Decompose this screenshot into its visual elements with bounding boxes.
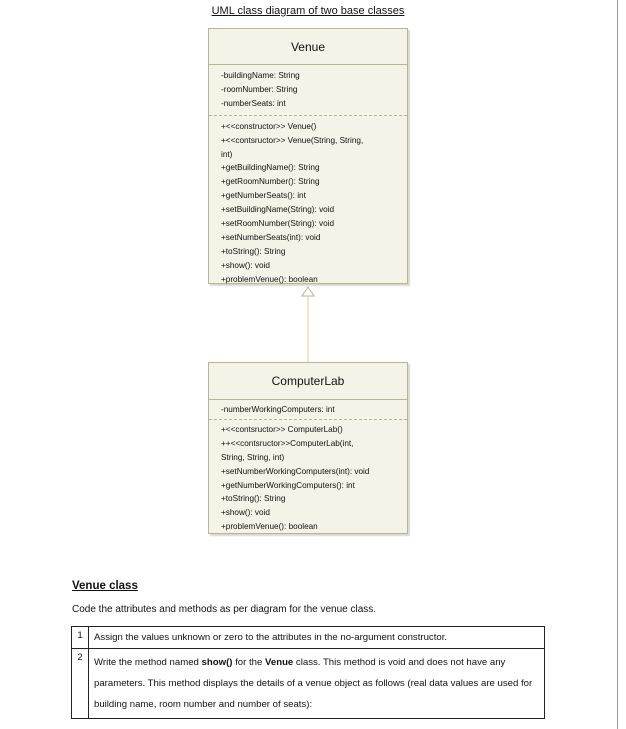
method-line: +show(): void [221, 508, 270, 518]
method-line: +setNumberWorkingComputers(int): void [221, 466, 370, 476]
attribute-line: -roomNumber: String [221, 84, 298, 94]
attribute-line: -numberWorkingComputers: int [221, 405, 335, 414]
task-text-part: for the [232, 657, 265, 668]
computerlab-methods [209, 420, 407, 538]
task-text-part: class. This method is void and does not have any parameters. This method displays the details of a venue object as follows (real data values are used for building name, room number and number of seats): [94, 657, 533, 710]
method-name: show() [201, 657, 233, 668]
method-line: +<<contsructor>> Venue(String, String, [221, 135, 364, 145]
class-name-venue: Venue [209, 29, 407, 65]
method-line: +<<contsructor>> ComputerLab() [221, 424, 343, 434]
task-text [89, 649, 545, 719]
class-name: Venue [265, 657, 294, 668]
method-line: int) [221, 149, 233, 159]
method-line: +toString(): String [221, 494, 286, 504]
method-line: +getRoomNumber(): String [221, 177, 320, 187]
method-line: +toString(): String [221, 246, 286, 256]
method-line: +setRoomNumber(String): void [221, 219, 335, 229]
task-text: Assign the values unknown or zero to the attributes in the no-argument constructor. [89, 627, 545, 649]
table-row [72, 627, 545, 649]
method-line: +setNumberSeats(int): void [221, 232, 321, 242]
task-table [71, 626, 545, 719]
table-row [72, 649, 545, 719]
uml-class-computerlab [208, 362, 408, 534]
task-text-part: Write the method named [94, 657, 202, 668]
section-intro: Code the attributes and methods as per diagram for the venue class. [72, 604, 377, 615]
computerlab-attributes [209, 400, 407, 420]
document-title: UML class diagram of two base classes [211, 5, 405, 17]
method-line: +show(): void [221, 260, 270, 270]
method-line: +getNumberWorkingComputers(): int [221, 480, 355, 490]
attribute-line: -numberSeats: int [221, 98, 286, 108]
method-line: +getBuildingName(): String [221, 163, 320, 173]
class-name-computerlab: ComputerLab [209, 363, 407, 400]
method-line: ++<<contsructor>>ComputerLab(int, [221, 438, 354, 448]
task-number: 2 [72, 649, 89, 719]
attribute-line: -buildingName: String [221, 71, 300, 80]
section-heading: Venue class [72, 580, 138, 592]
method-line: +getNumberSeats(): int [221, 191, 306, 201]
method-line: +setBuildingName(String): void [221, 205, 335, 215]
method-line: String, String, int) [221, 452, 285, 462]
task-number: 1 [72, 627, 89, 649]
method-line: +problemVenue(): boolean [221, 274, 318, 284]
method-line: +<<constructor>> Venue() [221, 121, 317, 131]
method-line: +problemVenue(): boolean [221, 522, 318, 532]
